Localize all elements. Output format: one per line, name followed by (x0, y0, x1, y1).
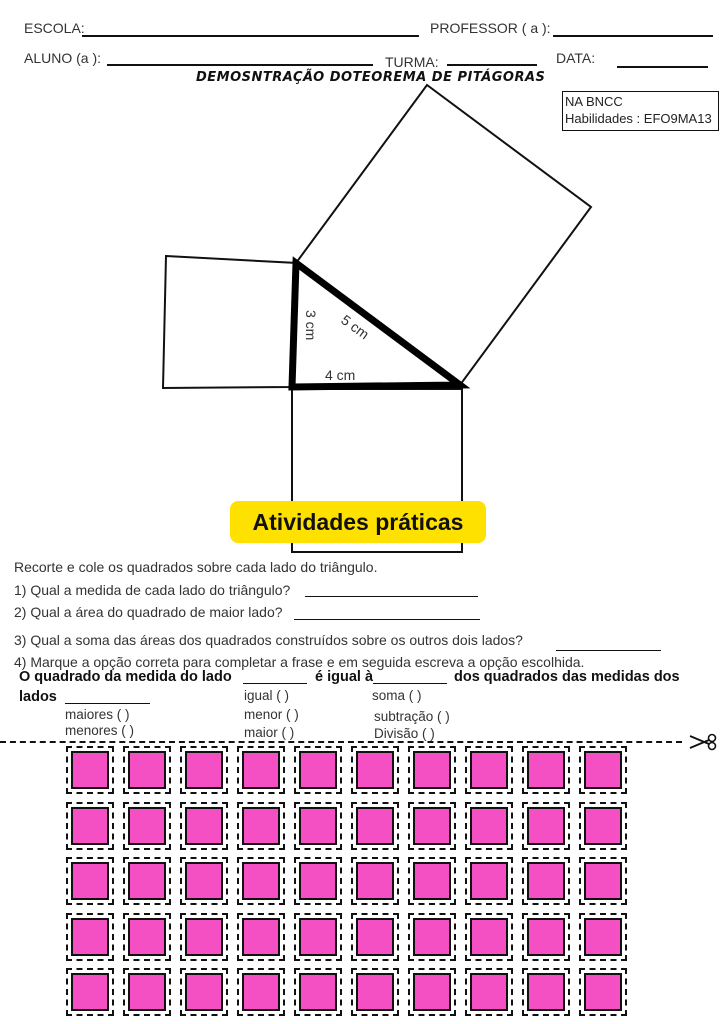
question-3: 3) Qual a soma das áreas dos quadrados construídos sobre os outros dois lados? (14, 632, 523, 648)
instruction-text: Recorte e cole os quadrados sobre cada lado do triângulo. (14, 559, 378, 575)
cutout-square[interactable] (351, 802, 399, 850)
cutout-square-fill (584, 918, 622, 956)
page-title: DEMOSNTRAÇÃO DOTEOREMA DE PITÁGORAS (196, 70, 546, 85)
cutout-square-fill (185, 973, 223, 1011)
scissors-icon (689, 732, 719, 752)
cutout-square-fill (242, 973, 280, 1011)
question-2: 2) Qual a área do quadrado de maior lado? (14, 604, 283, 620)
cutout-square-fill (299, 973, 337, 1011)
cutout-square[interactable] (579, 746, 627, 794)
activities-title: Atividades práticas (230, 501, 486, 543)
blank-3[interactable] (65, 703, 150, 704)
cutout-square-fill (71, 807, 109, 845)
cutout-square-fill (242, 751, 280, 789)
cutout-square-fill (527, 918, 565, 956)
square-short-leg (163, 256, 297, 388)
sentence-part-4: lados (19, 689, 57, 705)
question-1: 1) Qual a medida de cada lado do triângulo? (14, 582, 291, 598)
cutout-square-fill (185, 862, 223, 900)
cutout-square[interactable] (180, 802, 228, 850)
cutout-square[interactable] (237, 857, 285, 905)
cutout-square[interactable] (465, 913, 513, 961)
cutout-square-fill (71, 973, 109, 1011)
cutout-square[interactable] (237, 913, 285, 961)
cutout-square-fill (299, 751, 337, 789)
cutout-square[interactable] (351, 968, 399, 1016)
cutout-square-fill (527, 751, 565, 789)
side-a-label: 3 cm (303, 310, 319, 341)
option-menores[interactable]: menores ( ) (65, 723, 135, 738)
cutout-square-fill (470, 751, 508, 789)
cutout-square-fill (413, 751, 451, 789)
cutout-square[interactable] (351, 857, 399, 905)
cutout-square[interactable] (579, 913, 627, 961)
cutout-square[interactable] (408, 746, 456, 794)
cutout-square[interactable] (66, 746, 114, 794)
cutout-square-fill (584, 807, 622, 845)
professor-label: PROFESSOR ( a ): (430, 20, 551, 36)
answer-line-2[interactable] (294, 619, 480, 620)
cutout-square-fill (185, 918, 223, 956)
option-maior[interactable]: maior ( ) (244, 725, 295, 740)
cutout-square-fill (185, 807, 223, 845)
cutout-square-fill (299, 807, 337, 845)
cutout-square[interactable] (123, 802, 171, 850)
cutout-square[interactable] (522, 802, 570, 850)
cutout-square-fill (242, 918, 280, 956)
cutout-square[interactable] (294, 857, 342, 905)
cutout-square[interactable] (294, 913, 342, 961)
cutout-square[interactable] (351, 913, 399, 961)
cutout-square[interactable] (465, 802, 513, 850)
cutout-square[interactable] (123, 857, 171, 905)
question-4: 4) Marque a opção correta para completar a frase e em seguida escreva a opção escolhida. (14, 654, 585, 670)
cutout-square[interactable] (237, 968, 285, 1016)
cutout-square[interactable] (180, 857, 228, 905)
cutout-square[interactable] (294, 802, 342, 850)
sentence-part-3: dos quadrados das medidas dos (454, 669, 680, 685)
cutout-square-fill (128, 751, 166, 789)
cutout-square[interactable] (66, 913, 114, 961)
cutout-square[interactable] (465, 968, 513, 1016)
cutout-square[interactable] (579, 857, 627, 905)
cutout-square-fill (128, 973, 166, 1011)
cutout-square-fill (470, 973, 508, 1011)
cutout-square-fill (527, 807, 565, 845)
cutout-square-fill (527, 973, 565, 1011)
cutout-square-fill (128, 807, 166, 845)
cutout-square-fill (71, 918, 109, 956)
cutout-square-fill (299, 918, 337, 956)
cutout-square[interactable] (465, 746, 513, 794)
cutout-square-fill (185, 751, 223, 789)
side-b-label: 4 cm (325, 367, 356, 383)
option-menor[interactable]: menor ( ) (244, 707, 299, 722)
cutout-square[interactable] (237, 802, 285, 850)
cutout-square[interactable] (66, 968, 114, 1016)
cutout-square-fill (356, 751, 394, 789)
cutout-square[interactable] (408, 802, 456, 850)
cutout-square[interactable] (465, 857, 513, 905)
cutout-square-fill (584, 862, 622, 900)
cutout-square-fill (128, 918, 166, 956)
cutout-square-fill (413, 973, 451, 1011)
cutout-square[interactable] (408, 913, 456, 961)
cutout-square-fill (413, 862, 451, 900)
cutout-square-fill (584, 751, 622, 789)
side-c-label: 5 cm (338, 311, 373, 343)
cutout-grid (66, 746, 627, 1016)
cutout-square[interactable] (408, 857, 456, 905)
cutout-square-fill (584, 973, 622, 1011)
aluno-label: ALUNO (a ): (24, 50, 102, 66)
cutout-square[interactable] (579, 968, 627, 1016)
cutout-square[interactable] (237, 746, 285, 794)
cutout-square-fill (356, 807, 394, 845)
cutout-square[interactable] (123, 746, 171, 794)
cutout-square-fill (356, 918, 394, 956)
cutout-square-fill (71, 751, 109, 789)
cutout-square[interactable] (180, 913, 228, 961)
cutout-square-fill (71, 862, 109, 900)
cutout-square-fill (356, 973, 394, 1011)
option-soma[interactable]: soma ( ) (372, 688, 422, 703)
blank-1[interactable] (243, 683, 307, 684)
option-maiores[interactable]: maiores ( ) (65, 707, 130, 722)
cutout-square-fill (470, 807, 508, 845)
cutout-square-fill (128, 862, 166, 900)
cutout-square-fill (242, 862, 280, 900)
cutout-square[interactable] (408, 968, 456, 1016)
cutout-square[interactable] (522, 857, 570, 905)
cutout-square-fill (470, 862, 508, 900)
cutout-square[interactable] (294, 968, 342, 1016)
cutout-square[interactable] (294, 746, 342, 794)
blank-2[interactable] (373, 683, 447, 684)
turma-label: TURMA: (385, 54, 439, 70)
sentence-part-1: O quadrado da medida do lado (19, 669, 232, 685)
cutout-square[interactable] (579, 802, 627, 850)
option-subtracao[interactable]: subtração ( ) (374, 709, 450, 724)
cutout-square-fill (413, 807, 451, 845)
cutout-square-fill (470, 918, 508, 956)
bncc-line1: NA BNCC (565, 94, 623, 109)
data-label: DATA: (556, 50, 596, 66)
sentence-part-2: é igual à (315, 669, 374, 685)
cutout-square[interactable] (66, 802, 114, 850)
cutout-square[interactable] (522, 913, 570, 961)
cutout-square-fill (413, 918, 451, 956)
option-divisao[interactable]: Divisão ( ) (374, 726, 435, 741)
cutout-square[interactable] (66, 857, 114, 905)
cutout-square[interactable] (180, 968, 228, 1016)
option-igual[interactable]: igual ( ) (244, 688, 290, 703)
cutout-square-fill (242, 807, 280, 845)
answer-line-3[interactable] (556, 650, 661, 651)
square-hypotenuse (296, 85, 591, 385)
answer-line-1[interactable] (305, 596, 478, 597)
cutout-square[interactable] (123, 913, 171, 961)
cutout-square-fill (299, 862, 337, 900)
cutout-square[interactable] (522, 968, 570, 1016)
cutout-square-fill (527, 862, 565, 900)
bncc-line2: Habilidades : EFO9MA13 (565, 111, 712, 126)
cutout-square[interactable] (351, 746, 399, 794)
cutout-square[interactable] (522, 746, 570, 794)
cut-line (0, 741, 682, 743)
escola-label: ESCOLA: (24, 20, 85, 36)
cutout-square[interactable] (180, 746, 228, 794)
cutout-square[interactable] (123, 968, 171, 1016)
cutout-square-fill (356, 862, 394, 900)
